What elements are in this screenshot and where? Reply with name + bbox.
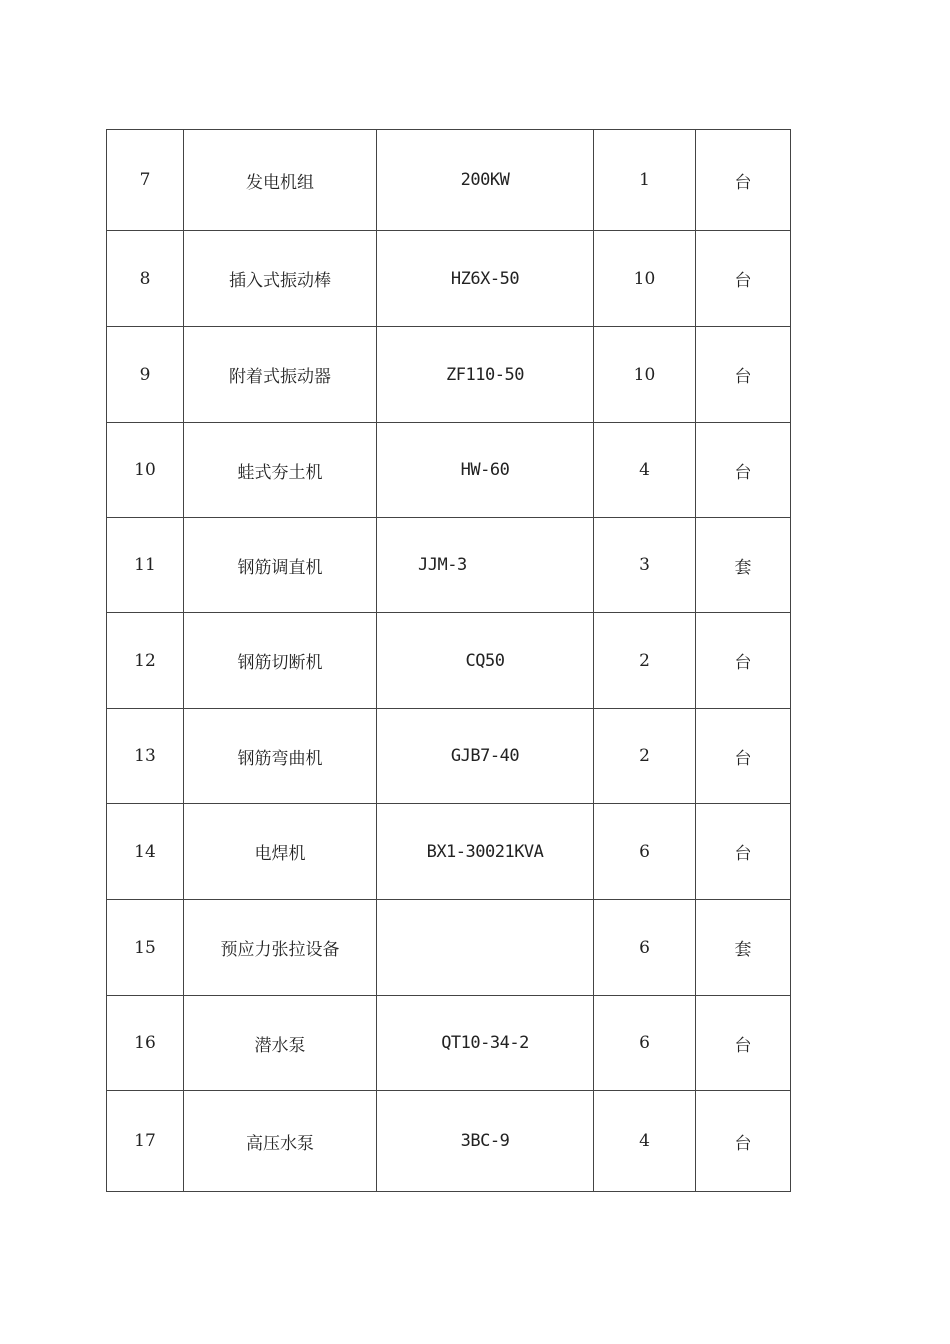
quantity-cell: 10 [594,327,696,423]
unit-cell: 台 [696,231,791,327]
unit-cell: 套 [696,900,791,996]
row-number-cell: 16 [107,996,184,1091]
model-cell: BX1-30021KVA [377,804,594,900]
row-number-cell: 9 [107,327,184,423]
table-row [107,130,791,231]
quantity-cell: 3 [594,518,696,613]
quantity-cell: 1 [594,130,696,231]
unit-cell: 套 [696,518,791,613]
table-row [107,900,791,996]
equipment-name-cell: 钢筋切断机 [184,613,377,709]
row-number-cell: 7 [107,130,184,231]
row-number-cell: 13 [107,709,184,804]
quantity-cell: 4 [594,423,696,518]
equipment-name-cell: 电焊机 [184,804,377,900]
table-row [107,804,791,900]
model-cell [377,900,594,996]
unit-cell: 台 [696,327,791,423]
row-number-cell: 8 [107,231,184,327]
equipment-table [106,129,791,1192]
row-number-cell: 11 [107,518,184,613]
quantity-cell: 10 [594,231,696,327]
quantity-cell: 2 [594,613,696,709]
model-cell: ZF110-50 [377,327,594,423]
unit-cell: 台 [696,423,791,518]
unit-cell: 台 [696,613,791,709]
unit-cell: 台 [696,709,791,804]
unit-cell: 台 [696,996,791,1091]
table-row [107,231,791,327]
quantity-cell: 6 [594,996,696,1091]
quantity-cell: 6 [594,900,696,996]
table-row [107,518,791,613]
equipment-name-cell: 发电机组 [184,130,377,231]
row-number-cell: 10 [107,423,184,518]
row-number-cell: 14 [107,804,184,900]
equipment-name-cell: 钢筋调直机 [184,518,377,613]
table-row [107,709,791,804]
table-row [107,423,791,518]
row-number-cell: 17 [107,1091,184,1192]
row-number-cell: 15 [107,900,184,996]
equipment-name-cell: 附着式振动器 [184,327,377,423]
model-cell: HW-60 [377,423,594,518]
model-cell: CQ50 [377,613,594,709]
table-row [107,613,791,709]
equipment-name-cell: 钢筋弯曲机 [184,709,377,804]
unit-cell: 台 [696,1091,791,1192]
table-row [107,1091,791,1192]
quantity-cell: 4 [594,1091,696,1192]
model-cell: 200KW [377,130,594,231]
quantity-cell: 6 [594,804,696,900]
row-number-cell: 12 [107,613,184,709]
quantity-cell: 2 [594,709,696,804]
equipment-name-cell: 插入式振动棒 [184,231,377,327]
equipment-name-cell: 蛙式夯土机 [184,423,377,518]
table-row [107,327,791,423]
model-cell: HZ6X-50 [377,231,594,327]
model-cell: QT10-34-2 [377,996,594,1091]
table-row [107,996,791,1091]
model-cell: GJB7-40 [377,709,594,804]
unit-cell: 台 [696,804,791,900]
model-cell: JJM-3 [377,518,594,613]
model-cell: 3BC-9 [377,1091,594,1192]
equipment-name-cell: 预应力张拉设备 [184,900,377,996]
equipment-name-cell: 潜水泵 [184,996,377,1091]
unit-cell: 台 [696,130,791,231]
equipment-name-cell: 高压水泵 [184,1091,377,1192]
